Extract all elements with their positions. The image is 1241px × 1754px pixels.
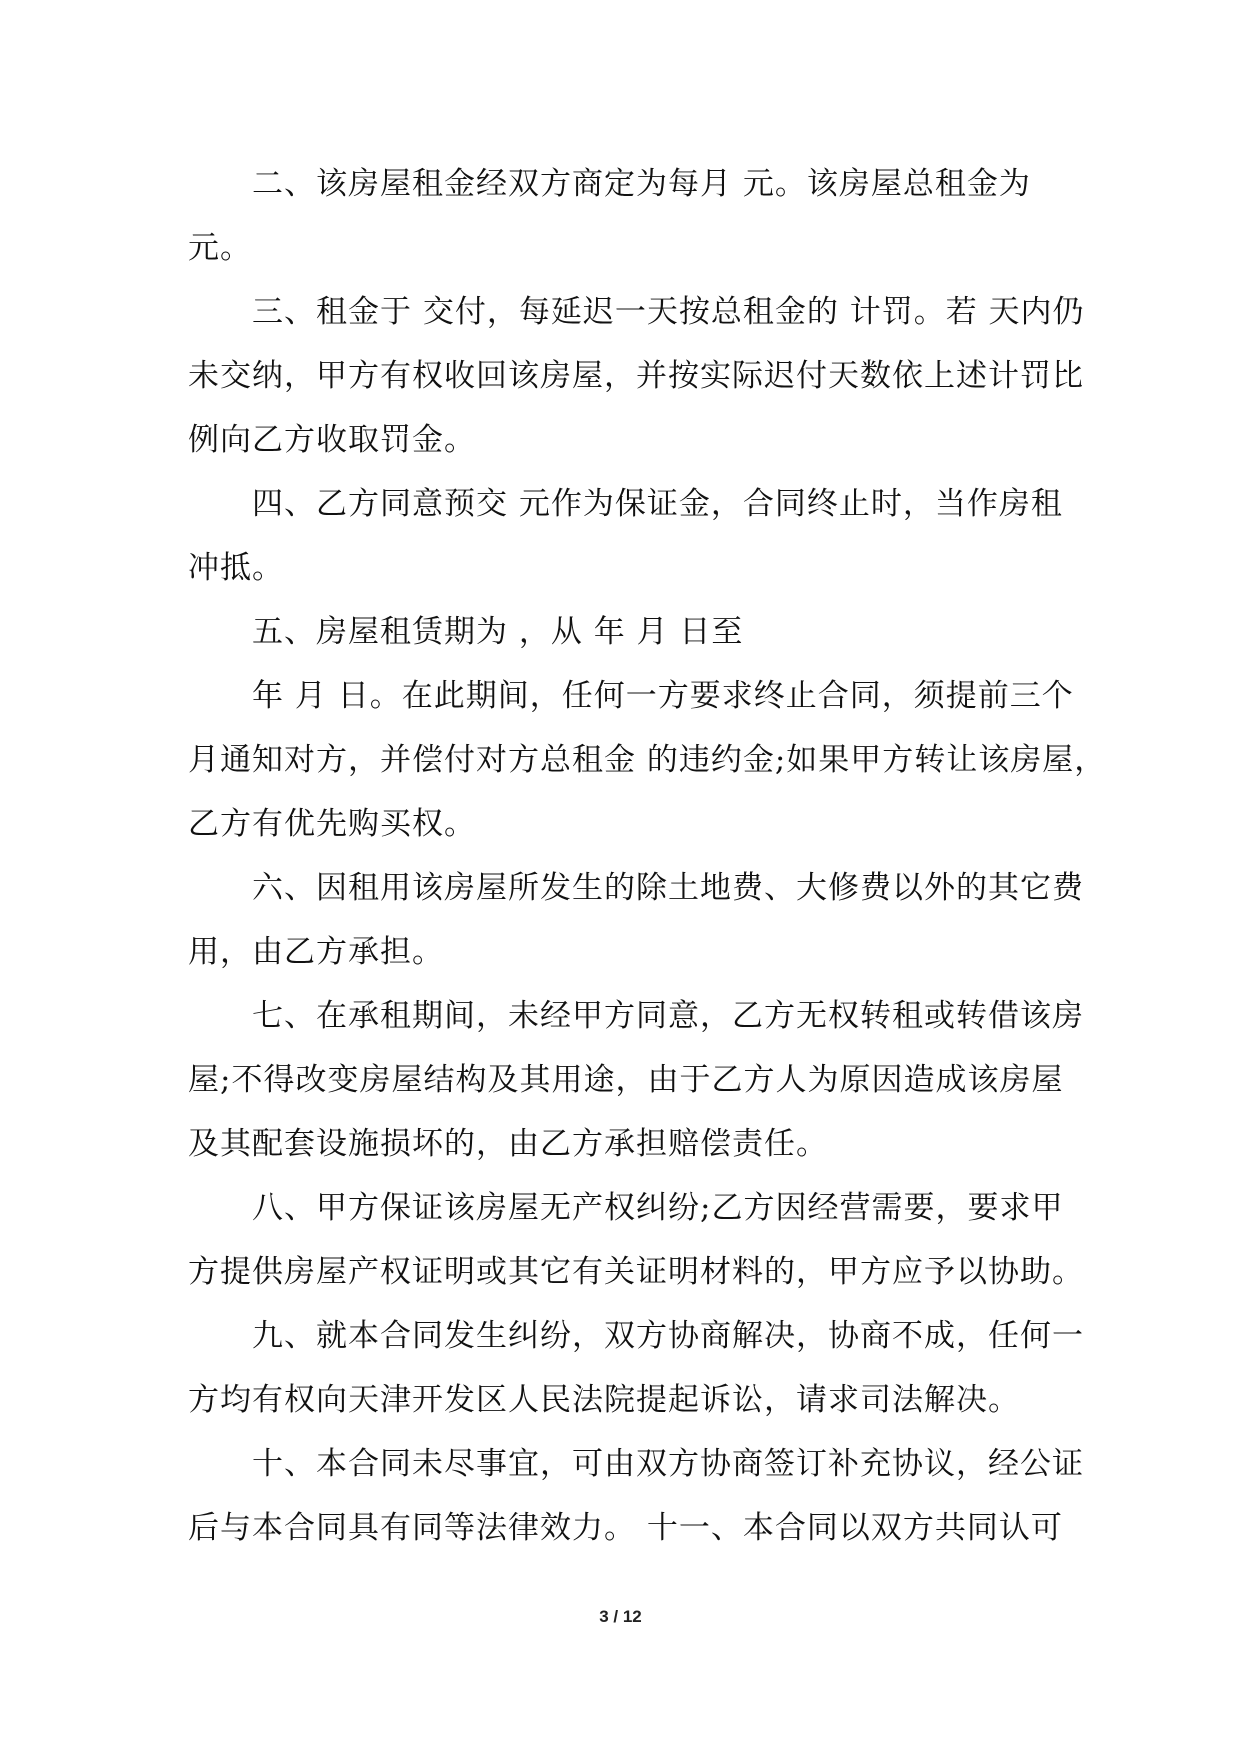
text-line: 四、乙方同意预交 元作为保证金，合同终止时，当作房租 xyxy=(252,486,1063,522)
text-line: 五、房屋租赁期为 ，从 年 月 日至 xyxy=(252,614,744,650)
text-line: 八、甲方保证该房屋无产权纠纷;乙方因经营需要，要求甲 xyxy=(252,1190,1064,1226)
text-line: 例向乙方收取罚金。 xyxy=(188,422,476,458)
text-line: 九、就本合同发生纠纷，双方协商解决，协商不成，任何一 xyxy=(252,1318,1084,1354)
text-line: 方提供房屋产权证明或其它有关证明材料的，甲方应予以协助。 xyxy=(188,1254,1084,1290)
text-line: 元。 xyxy=(188,230,252,266)
text-line: 三、租金于 交付，每延迟一天按总租金的 计罚。若 天内仍 xyxy=(252,294,1085,330)
text-line: 七、在承租期间，未经甲方同意，乙方无权转租或转借该房 xyxy=(252,998,1084,1034)
text-line: 冲抵。 xyxy=(188,550,284,586)
text-line: 月通知对方，并偿付对方总租金 的违约金;如果甲方转让该房屋， xyxy=(188,742,1107,778)
text-line: 后与本合同具有同等法律效力。 十一、本合同以双方共同认可 xyxy=(188,1510,1063,1546)
text-line: 乙方有优先购买权。 xyxy=(188,806,476,842)
text-line: 未交纳，甲方有权收回该房屋，并按实际迟付天数依上述计罚比 xyxy=(188,358,1084,394)
text-line: 用，由乙方承担。 xyxy=(188,934,444,970)
text-line: 方均有权向天津开发区人民法院提起诉讼，请求司法解决。 xyxy=(188,1382,1020,1418)
text-line: 屋;不得改变房屋结构及其用途，由于乙方人为原因造成该房屋 xyxy=(188,1062,1064,1098)
text-line: 二、该房屋租金经双方商定为每月 元。该房屋总租金为 xyxy=(252,166,1031,202)
text-line: 年 月 日。在此期间，任何一方要求终止合同，须提前三个 xyxy=(252,678,1074,714)
text-line: 六、因租用该房屋所发生的除土地费、大修费以外的其它费 xyxy=(252,870,1084,906)
page-number: 3 / 12 xyxy=(599,1607,642,1626)
text-line: 十、本合同未尽事宜，可由双方协商签订补充协议，经公证 xyxy=(252,1446,1084,1482)
text-line: 及其配套设施损坏的，由乙方承担赔偿责任。 xyxy=(188,1126,828,1162)
